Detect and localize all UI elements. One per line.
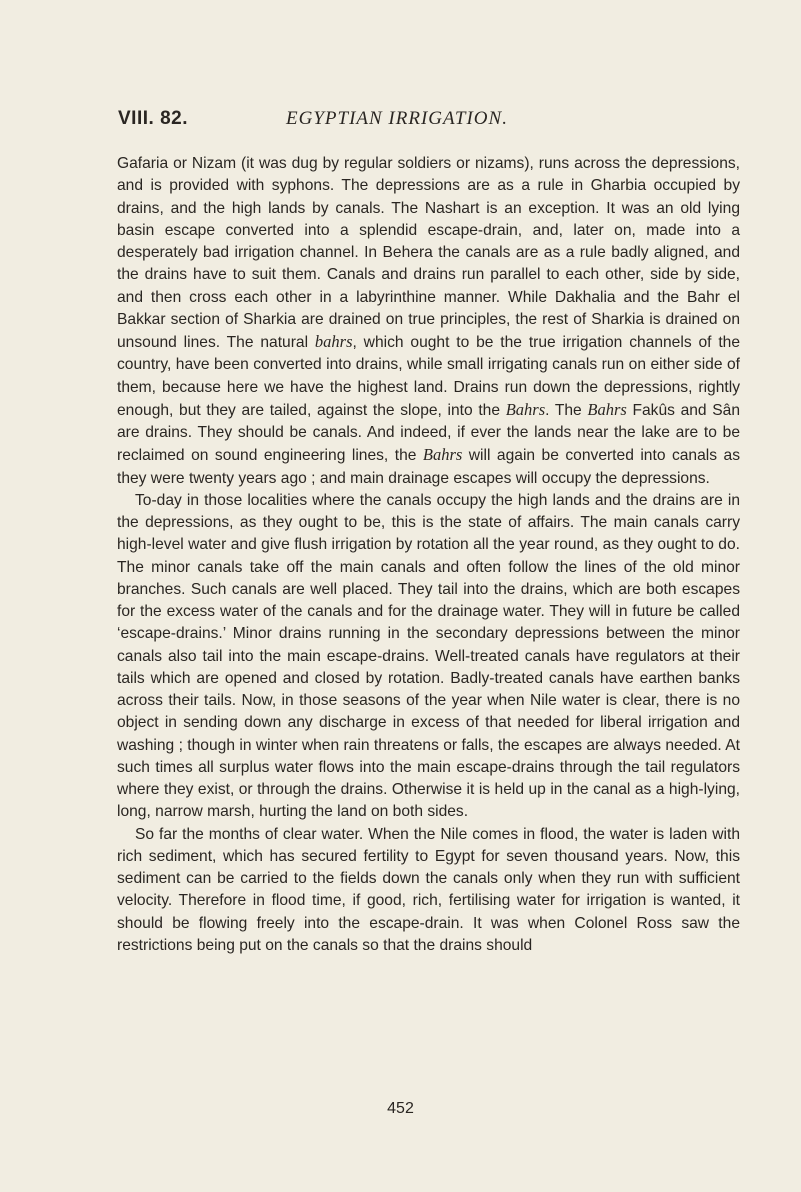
text-run: . The bbox=[545, 401, 588, 419]
italic-term: Bahrs bbox=[422, 445, 463, 465]
text-run: , which ought to be the true irrigation channels of the country, have been converted into drains, while small irrigating canals run on either side of them, because here we have the highest land. Drains run down the depressions, rightly enough, but they are tailed, against the slope, into the bbox=[117, 334, 740, 419]
page-header bbox=[118, 108, 738, 138]
running-title: EGYPTIAN IRRIGATION. bbox=[286, 108, 508, 129]
page-number: 452 bbox=[387, 1100, 414, 1117]
text-run: Gafaria or Nizam (it was dug by regular soldiers or nizams), runs across the depressions, and is provided with syphons. The depressions are as a rule in Gharbia occupied by drains, and the high lands by canals. The Nashart is an exception. It was an old lying basin escape converted into a splendid escape-drain, and, later on, made into a desperately bad irrigation channel. In Behera the canals are as a rule badly aligned, and the drains have to suit them. Canals and drains run parallel to each other, side by side, and then cross each other in a labyrinthine manner. While Dakhalia and the Bahr el Bakkar section of Sharkia are drained on true principles, the rest of Sharkia is drained on unsound lines. The natural bbox=[117, 155, 740, 351]
text-run: So far the months of clear water. When the Nile comes in flood, the water is laden with rich sediment, which has secured fertility to Egypt for seven thousand years. Now, this sediment can be carried to the fields down the canals only when they run with sufficient velocity. Therefore in flood time, if good, rich, fertilising water for irrigation is wanted, it should be flowing freely into the escape-drain. It was when Colonel Ross saw the restrictions being put on the canals so that the drains should bbox=[117, 825, 740, 954]
paragraph bbox=[117, 490, 740, 824]
text-run: Fakûs and Sân are drains. They should be canals. And indeed, if ever the lands near the lake are to be reclaimed on sound engineering lines, the bbox=[117, 401, 740, 465]
section-reference: VIII. 82. bbox=[118, 108, 188, 129]
text-run: To-day in those localities where the canals occupy the high lands and the drains are in the depressions, as they ought to be, this is the state of affairs. The main canals carry high-level water and give flush irrigation by rotation all the year round, as they ought to do. The minor canals take off the main canals and often follow the lines of the old minor branches. Such canals are well placed. They tail into the drains, which are both escapes for the excess water of the canals and for the drainage water. They will in future be called ‘escape-drains.’ Minor drains running in the secondary depressions between the minor canals also tail into the main escape-drains. Well-treated canals have regulators at their tails which are opened and closed by rotation. Badly-treated canals have earthen banks across their tails. Now, in those seasons of the year when Nile water is clear, there is no object in sending down any discharge in excess of that needed for liberal irrigation and washing ; though in winter when rain threatens or falls, the escapes are always needed. At such times all surplus water flows into the main escape-drains through the tail regulators where they exist, or through the drains. Otherwise it is held up in the canal as a high-lying, long, narrow marsh, hurting the land on both sides. bbox=[117, 491, 740, 821]
text-run: will again be converted into canals as they were twenty years ago ; and main drainage escapes will occupy the depressions. bbox=[117, 447, 740, 487]
italic-term: Bahrs bbox=[505, 399, 546, 419]
italic-term: bahrs bbox=[314, 332, 353, 351]
paragraph bbox=[117, 153, 740, 490]
body-text bbox=[117, 153, 740, 957]
italic-term: Bahrs bbox=[587, 399, 627, 419]
paragraph bbox=[117, 824, 740, 958]
